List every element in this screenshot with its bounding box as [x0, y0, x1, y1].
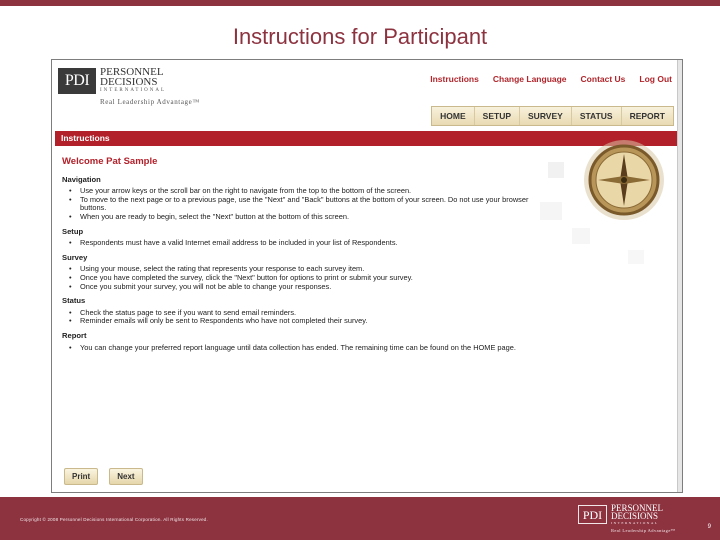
copyright-text: Copyright © 2008 Personnel Decisions International Corporation. All Rights Reserved. [20, 517, 208, 522]
tab-home[interactable]: HOME [432, 107, 474, 125]
list-item: • Once you submit your survey, you will not be able to change your responses. [62, 283, 532, 292]
section-heading: Report [62, 330, 87, 340]
link-change-language[interactable]: Change Language [492, 74, 567, 84]
welcome-heading: Welcome Pat Sample [62, 156, 158, 167]
section-heading: Survey [62, 252, 88, 262]
footer-logo-name-line1: PERSONNEL [611, 503, 664, 513]
list-item: • Using your mouse, select the rating that represents your response to each survey item. [62, 265, 532, 274]
tab-survey[interactable]: SURVEY [519, 107, 571, 125]
tab-status[interactable]: STATUS [571, 107, 621, 125]
list-item: • When you are ready to begin, select the "Next" button at the bottom of this screen. [62, 213, 532, 222]
link-contact-us[interactable]: Contact Us [580, 74, 626, 84]
logo-name-line1: PERSONNEL [100, 66, 164, 78]
list-item: • Check the status page to see if you want to send email reminders. [62, 309, 532, 318]
next-button[interactable]: Next [109, 468, 142, 485]
browser-screenshot [51, 59, 683, 493]
pdi-logo [58, 68, 238, 112]
link-log-out[interactable]: Log Out [639, 74, 672, 84]
footer-pdi-logo [578, 505, 708, 535]
logo-name-line2: DECISIONS [100, 76, 158, 88]
main-nav [431, 106, 674, 126]
list-item: • Use your arrow keys or the scroll bar on the right to navigate from the top to the bottom of the screen. [62, 187, 532, 196]
instructions-content [62, 158, 532, 358]
page-buttons [64, 468, 143, 485]
logo-tagline: Real Leadership Advantage™ [100, 98, 200, 106]
list-item: • Reminder emails will only be sent to Respondents who have not completed their survey. [62, 317, 532, 326]
footer-logo-intl: INTERNATIONAL [611, 521, 659, 525]
slide-footer [0, 497, 720, 540]
section-bar-label: Instructions [61, 133, 110, 143]
logo-name [100, 67, 164, 87]
footer-logo-tagline: Real Leadership Advantage™ [611, 528, 676, 533]
list-item: • Once you have completed the survey, click the "Next" button for options to print or submit your survey. [62, 274, 532, 283]
footer-logo-name [611, 504, 663, 520]
link-instructions[interactable]: Instructions [430, 74, 479, 84]
list-item: • Respondents must have a valid Internet email address to be included in your list of Respondents. [62, 239, 532, 248]
slide-title: Instructions for Participant [232, 24, 488, 49]
tab-setup[interactable]: SETUP [474, 107, 519, 125]
list-item: • You can change your preferred report language until data collection has ended. The remaining time can be found on the HOME page. [62, 344, 532, 353]
print-button[interactable]: Print [64, 468, 98, 485]
logo-intl: INTERNATIONAL [100, 88, 166, 93]
page-number: 9 [707, 524, 711, 530]
section-status [62, 297, 532, 326]
tab-report[interactable]: REPORT [621, 107, 673, 125]
section-heading: Status [62, 296, 86, 306]
list-item: • To move to the next page or to a previous page, use the "Next" and "Back" buttons at the bottom of your screen. Do not use your browser buttons. [62, 196, 532, 213]
section-heading: Navigation [62, 174, 101, 184]
footer-logo-mark: PDI [578, 505, 607, 524]
compass-icon [528, 132, 678, 282]
section-navigation [62, 176, 532, 222]
section-report [62, 332, 532, 352]
logo-mark: PDI [58, 68, 96, 94]
top-links [430, 74, 672, 84]
section-setup [62, 228, 532, 248]
scrollbar[interactable] [677, 60, 682, 492]
slide-top-bar [0, 0, 720, 6]
section-heading: Setup [62, 226, 84, 236]
section-survey [62, 254, 532, 291]
app-page [52, 60, 678, 492]
footer-logo-name-line2: DECISIONS [611, 511, 659, 521]
